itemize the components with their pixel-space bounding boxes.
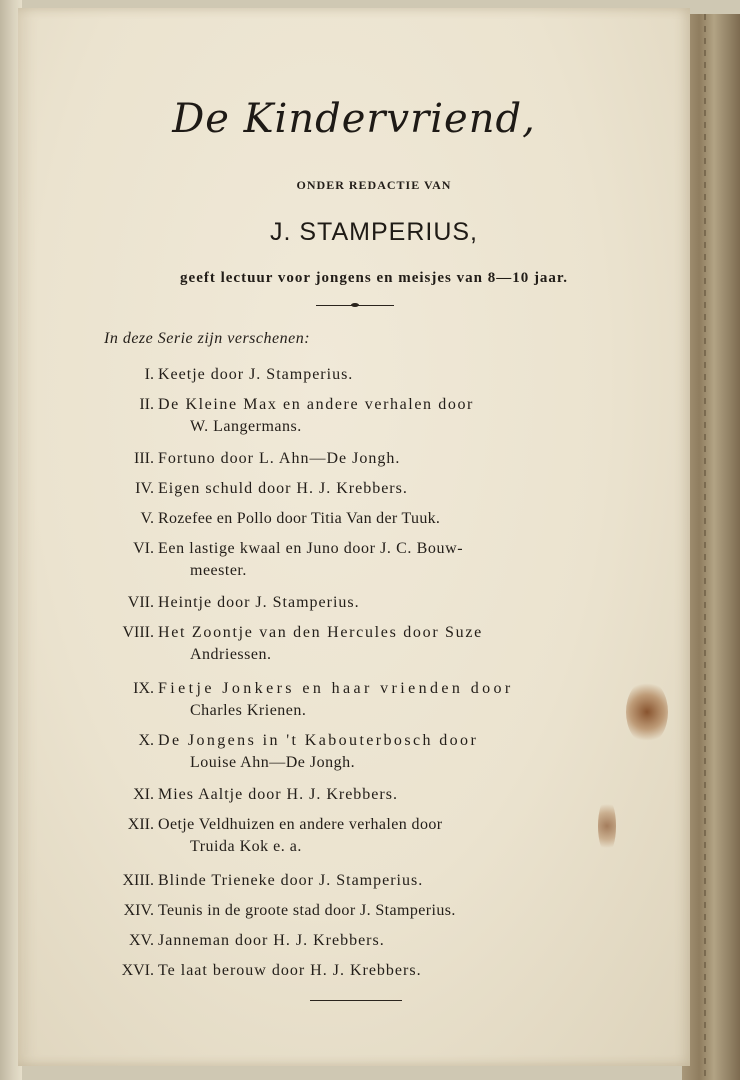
entry-text: Heintje door J. Stamperius. [158, 594, 360, 611]
entry-number: XIII. [122, 872, 154, 889]
entry-continuation: Andriessen. [190, 646, 272, 663]
entry-number: VIII. [122, 624, 154, 641]
entry-number: III. [134, 450, 154, 467]
subtitle: geeft lectuur voor jongens en meisjes van 8—10 jaar. [180, 270, 568, 286]
book-title: De Kindervriend, [172, 96, 536, 142]
entry-text: Rozefee en Pollo door Titia Van der Tuuk. [158, 510, 441, 527]
entry-number: V. [140, 510, 154, 527]
ornament-rule-bottom [310, 1000, 402, 1001]
entry-text: Janneman door H. J. Krebbers. [158, 932, 385, 949]
series-heading: In deze Serie zijn verschenen: [104, 330, 311, 347]
ornament-dot [351, 303, 359, 307]
entry-continuation: Louise Ahn—De Jongh. [190, 754, 356, 771]
entry-text: Keetje door J. Stamperius. [158, 366, 354, 383]
entry-continuation: Truida Kok e. a. [190, 838, 302, 855]
entry-number: VI. [133, 540, 154, 557]
entry-number: XV. [128, 932, 154, 949]
foxing-stain [598, 798, 616, 854]
entry-text: De Kleine Max en andere verhalen door [158, 396, 474, 413]
entry-continuation: meester. [190, 562, 247, 579]
foxing-stain [626, 680, 668, 744]
book-page [18, 8, 690, 1066]
editor-label: ONDER REDACTIE VAN [296, 178, 452, 192]
entry-number: IV. [135, 480, 154, 497]
entry-number: XIV. [123, 902, 154, 919]
entry-text: Mies Aaltje door H. J. Krebbers. [158, 786, 398, 803]
entry-text: Een lastige kwaal en Juno door J. C. Bouw- [158, 540, 464, 557]
entry-number: XII. [127, 816, 154, 833]
entry-text: Te laat berouw door H. J. Krebbers. [158, 962, 422, 979]
editor-name: J. STAMPERIUS, [269, 218, 478, 246]
entry-text: Eigen schuld door H. J. Krebbers. [158, 480, 408, 497]
entry-text: Oetje Veldhuizen en andere verhalen door [158, 816, 443, 833]
entry-continuation: Charles Krienen. [190, 702, 307, 719]
cover-edge [682, 14, 740, 1080]
entry-text: De Jongens in 't Kabouterbosch door [158, 732, 479, 749]
entry-number: IX. [133, 680, 154, 697]
entry-number: II. [139, 396, 154, 413]
entry-text: Fortuno door L. Ahn—De Jongh. [158, 450, 401, 467]
entry-text: Het Zoontje van den Hercules door Suze [158, 624, 483, 641]
entry-number: XI. [133, 786, 154, 803]
entry-continuation: W. Langermans. [190, 418, 302, 435]
entry-number: XVI. [121, 962, 154, 979]
entry-text: Blinde Trieneke door J. Stamperius. [158, 872, 424, 889]
entry-number: VII. [127, 594, 154, 611]
entry-number: I. [144, 366, 154, 383]
entry-text: Teunis in de groote stad door J. Stamperius. [158, 902, 456, 919]
entry-text: Fietje Jonkers en haar vrienden door [158, 680, 514, 697]
entry-number: X. [138, 732, 154, 749]
